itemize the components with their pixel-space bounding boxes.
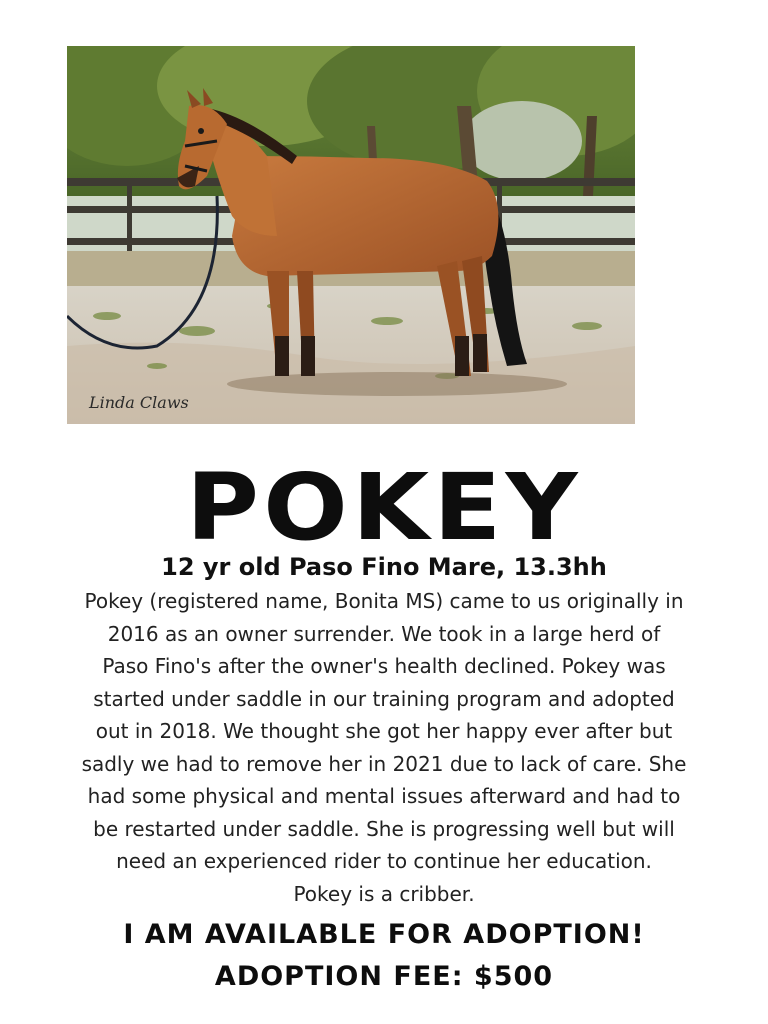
description-line: Paso Fino's after the owner's health declined. Pokey was xyxy=(102,654,666,678)
horse-photo xyxy=(67,46,635,424)
adoption-fee: ADOPTION FEE: $500 xyxy=(214,961,554,992)
availability-banner: I AM AVAILABLE FOR ADOPTION! xyxy=(123,919,645,950)
horse-description xyxy=(56,585,712,910)
description-line: 2016 as an owner surrender. We took in a large herd of xyxy=(107,621,661,646)
description-line: out in 2018. We thought she got her happy ever after but xyxy=(95,719,673,743)
description-line: need an experienced rider to continue her education. xyxy=(116,849,652,873)
description-line: be restarted under saddle. She is progressing well but will xyxy=(93,816,675,841)
horse-subtitle: 12 yr old Paso Fino Mare, 13.3hh xyxy=(161,553,607,581)
horse-name: POKEY xyxy=(186,454,582,561)
description-line: Pokey (registered name, Bonita MS) came to us originally in xyxy=(84,589,684,613)
description-line: Pokey is a cribber. xyxy=(293,881,475,906)
photographer-signature: Linda Claws xyxy=(89,393,189,412)
description-line: started under saddle in our training program and adopted xyxy=(93,686,675,711)
description-line: had some physical and mental issues afterward and had to xyxy=(87,784,681,808)
description-line: sadly we had to remove her in 2021 due to lack of care. She xyxy=(81,751,687,776)
